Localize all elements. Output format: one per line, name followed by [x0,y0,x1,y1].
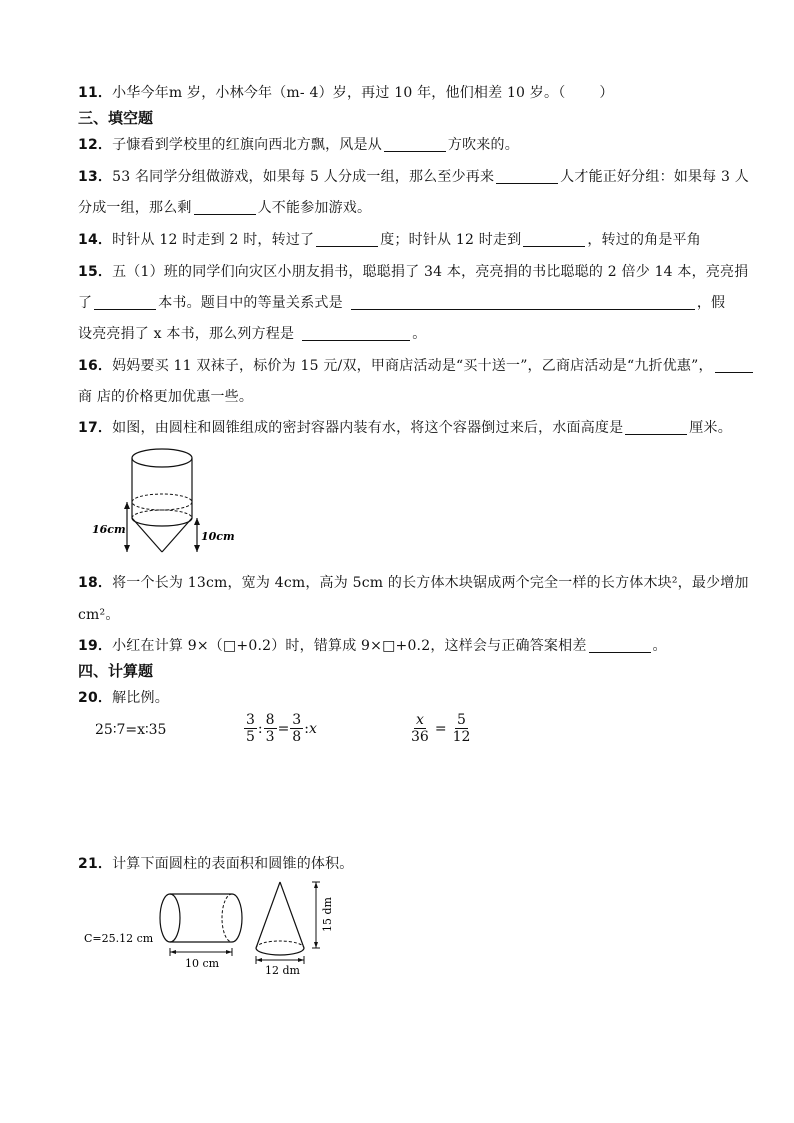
denominator: 5 [246,729,255,745]
question-text: 如图，由圆柱和圆锥组成的密封容器内装有水，将这个容器倒过来后，水面高度是 [112,420,624,436]
question-13 [78,166,749,186]
question-16 [78,355,755,375]
fraction [409,712,431,745]
question-text: 小华今年m 岁，小林今年（m- 4）岁，再过 10 年，他们相差 10 岁。（ [112,85,566,101]
cone-height-label: 15 dm [321,897,334,932]
answer-blank[interactable] [715,358,753,373]
question-text: 53 名同学分组做游戏，如果每 5 人分成一组，那么至少再来 [112,169,495,185]
fraction [264,712,277,745]
question-number: 12． [78,137,113,153]
numerator: 3 [292,712,302,728]
question-number: 11． [78,85,113,101]
question-text: ，假 [696,295,726,311]
question-text: 小红在计算 9×（□+0.2）时，错算成 9×□+0.2，这样会与正确答案相差 [112,638,587,654]
question-number: 18． [78,575,113,591]
fraction [290,712,303,745]
height-label-right: 10cm [201,530,235,543]
variable: x [308,720,317,737]
question-text: 将一个长为 13cm，宽为 4cm，高为 5cm 的长方体木块锯成两个完全一样的长方体木块²，最少增加 [112,575,749,591]
fraction [451,712,473,745]
question-number: 17． [78,420,113,436]
question-text: 五（1）班的同学们向灾区小朋友捐书，聪聪捐了 34 本，亮亮捐的书比聪聪的 2 倍少 14 本，亮亮捐 [112,264,749,280]
question-number: 15． [78,264,113,280]
question-20 [78,687,169,707]
section-heading-fill-in: 三、填空题 [78,109,154,127]
cylinder-and-cone-figure [84,880,354,980]
height-label-left: 16cm [92,523,126,536]
question-21 [78,853,354,873]
cylinder-length-label: 10 cm [185,957,220,970]
question-15-line-3 [78,323,426,343]
answer-blank-equation[interactable] [302,326,410,341]
question-15 [78,261,748,281]
answer-blank[interactable] [194,200,256,215]
numerator: 8 [265,712,275,728]
answer-blank[interactable] [523,232,585,247]
proportion-equation-3 [408,712,473,745]
question-text: ，转过的角是平角 [587,232,701,248]
section-heading-calculation: 四、计算题 [78,662,154,680]
question-text: 了 [78,295,93,311]
question-18-line-2 [78,604,120,624]
question-text: 。 [652,638,667,654]
denominator: 8 [292,729,302,745]
question-text: 本书。题目中的等量关系式是 [158,295,343,311]
question-text: 子慷看到学校里的红旗向西北方飘，风是从 [112,137,382,153]
question-text: ） [599,85,614,101]
question-text: 设亮亮捐了 x 本书，那么列方程是 [78,326,295,342]
question-number: 19． [78,638,113,654]
question-text: 人不能参加游戏。 [257,200,372,216]
cone-diameter-label: 12 dm [265,964,300,977]
answer-blank[interactable] [94,295,156,310]
denominator: 36 [411,729,429,745]
ratio-sign: : [257,720,263,737]
question-11 [78,82,614,102]
question-18 [78,572,749,592]
cylinder-cone-container-figure [90,440,250,565]
answer-blank[interactable] [496,169,558,184]
denominator: 3 [265,729,275,745]
question-text: cm²。 [78,607,120,623]
question-text: 妈妈要买 11 双袜子，标价为 15 元/双，甲商店活动是“买十送一”，乙商店活动是“九折优惠”， [112,358,713,374]
numerator: 5 [457,712,466,728]
answer-blank[interactable] [384,137,446,152]
question-text: 度；时针从 12 时走到 [380,232,522,248]
question-15-line-2 [78,292,725,312]
question-13-line-2 [78,197,371,217]
question-number: 16． [78,358,113,374]
proportion-equation-2 [243,712,317,745]
ratio-sign: : [304,720,309,737]
question-16-line-2 [78,386,253,406]
question-text: 解比例。 [112,690,169,706]
proportion-equation-1 [95,722,166,738]
question-text: 商 店的价格更加优惠一些。 [78,389,254,405]
question-text: 方吹来的。 [447,137,519,153]
equals-sign: = [434,720,447,737]
question-19 [78,635,667,655]
answer-blank[interactable] [589,638,651,653]
equation-text: 25∶7=x∶35 [95,722,167,738]
question-text: 时针从 12 时走到 2 时，转过了 [112,232,315,248]
answer-blank[interactable] [625,420,687,435]
numerator: x [415,712,424,728]
answer-blank-relation[interactable] [351,295,695,310]
denominator: 12 [452,729,471,745]
question-17 [78,417,732,437]
numerator: 3 [246,712,255,728]
question-number: 21． [78,856,113,872]
question-number: 14． [78,232,113,248]
question-text: 分成一组，那么剩 [78,200,192,216]
answer-blank[interactable] [316,232,378,247]
equals-sign: = [277,720,290,737]
circumference-label: C=25.12 cm [84,932,154,945]
fraction [244,712,257,745]
question-text: 计算下面圆柱的表面积和圆锥的体积。 [112,856,354,872]
question-number: 13． [78,169,113,185]
question-12 [78,134,519,154]
question-number: 20． [78,690,113,706]
question-14 [78,229,701,249]
question-text: 厘米。 [689,420,732,436]
question-text: 人才能正好分组：如果每 3 人 [560,169,749,185]
question-text: 。 [412,326,427,342]
